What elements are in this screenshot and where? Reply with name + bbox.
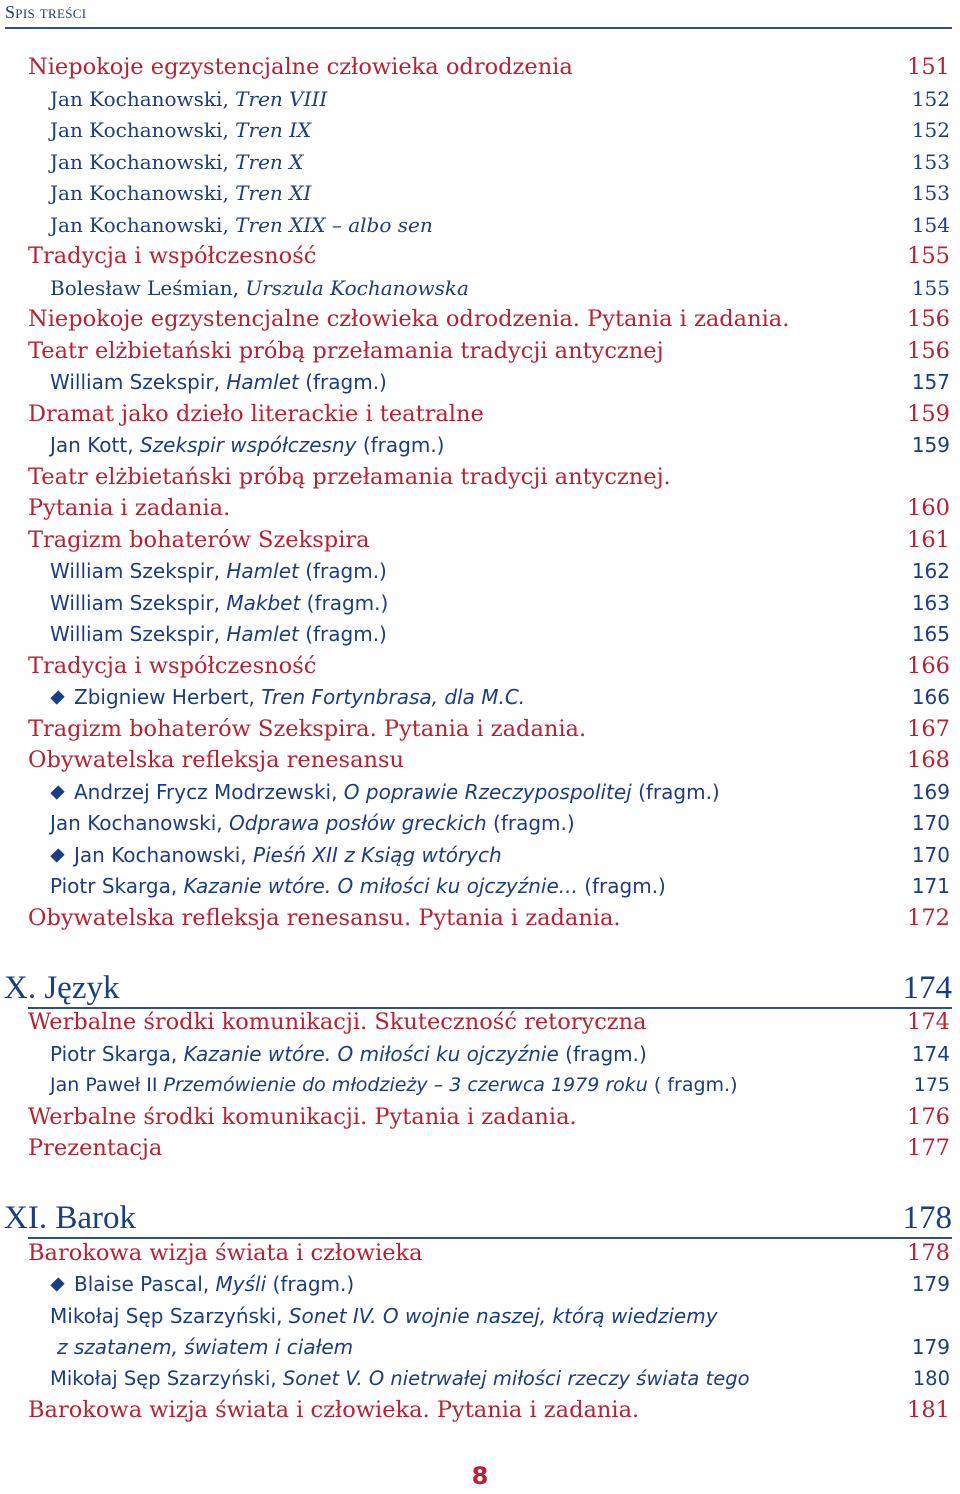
toc-entry[interactable] xyxy=(0,1363,960,1395)
header-title: Spis treści xyxy=(5,2,87,22)
entry-title: Jan Kochanowski, Tren VIII xyxy=(50,87,328,111)
entry-page: 175 xyxy=(913,1074,950,1096)
entry-title: Prezentacja xyxy=(28,1135,163,1161)
entry-title: Werbalne środki komunikacji. Skuteczność retoryczna xyxy=(28,1009,647,1035)
entry-page: 169 xyxy=(911,780,950,804)
entry-title: Obywatelska refleksja renesansu. Pytania i zadania. xyxy=(28,905,621,931)
entry-title: Blaise Pascal, Myśli (fragm.) xyxy=(50,1268,354,1300)
entry-title: Piotr Skarga, Kazanie wtóre. O miłości ku ojczyźnie... (fragm.) xyxy=(50,874,666,898)
entry-page: 161 xyxy=(907,527,950,553)
entry-title: Teatr elżbietański próbą przełamania tradycji antycznej xyxy=(28,338,664,364)
toc-entry[interactable] xyxy=(0,429,960,461)
toc-entry[interactable] xyxy=(0,1101,960,1133)
toc-entry[interactable] xyxy=(0,1132,960,1164)
entry-title: Bolesław Leśmian, Urszula Kochanowska xyxy=(50,276,469,300)
diamond-icon xyxy=(50,690,64,704)
entry-title: Niepokoje egzystencjalne człowieka odrodzenia xyxy=(28,54,573,80)
entry-title: Obywatelska refleksja renesansu xyxy=(28,747,405,773)
toc-entry[interactable] xyxy=(0,1237,960,1269)
toc-entry[interactable] xyxy=(0,587,960,619)
toc-entry[interactable] xyxy=(0,1300,960,1332)
entry-title: Tradycja i współczesność xyxy=(28,243,317,269)
entry-title: Tradycja i współczesność xyxy=(28,653,317,679)
entry-page: 153 xyxy=(911,150,950,174)
toc-entry[interactable] xyxy=(0,1069,960,1101)
entry-page: 152 xyxy=(911,118,950,142)
entry-page: 156 xyxy=(907,306,950,332)
toc-entry[interactable] xyxy=(0,713,960,745)
entry-page: 167 xyxy=(907,716,950,742)
diamond-icon xyxy=(50,848,64,862)
section-page: 178 xyxy=(902,1200,952,1236)
entry-page: 157 xyxy=(911,370,950,394)
section-heading[interactable] xyxy=(0,1198,960,1238)
entry-page: 162 xyxy=(911,559,950,583)
entry-page: 181 xyxy=(907,1397,950,1423)
toc-entry[interactable] xyxy=(0,366,960,398)
entry-title: William Szekspir, Hamlet (fragm.) xyxy=(50,370,387,394)
entry-title: Jan Kochanowski, Tren X xyxy=(50,150,304,174)
entry-title: Teatr elżbietański próbą przełamania tradycji antycznej. xyxy=(28,464,671,490)
entry-title: Piotr Skarga, Kazanie wtóre. O miłości ku ojczyźnie (fragm.) xyxy=(50,1042,647,1066)
toc-entry[interactable] xyxy=(0,146,960,178)
entry-title: Jan Kott, Szekspir współczesny (fragm.) xyxy=(50,433,445,457)
toc-entry[interactable] xyxy=(0,776,960,808)
entry-title: Andrzej Frycz Modrzewski, O poprawie Rzeczypospolitej (fragm.) xyxy=(50,776,720,808)
page-number: 8 xyxy=(471,1462,489,1490)
section-heading[interactable] xyxy=(0,968,960,1008)
toc-entry[interactable] xyxy=(0,492,960,524)
entry-page: 165 xyxy=(911,622,950,646)
toc-entry[interactable] xyxy=(0,51,960,83)
entry-title: Jan Kochanowski, Tren XIX – albo sen xyxy=(50,213,433,237)
entry-page: 171 xyxy=(911,874,950,898)
entry-page: 179 xyxy=(911,1272,950,1296)
toc-entry[interactable] xyxy=(0,807,960,839)
toc-entry[interactable] xyxy=(0,209,960,241)
toc-entry[interactable] xyxy=(0,1038,960,1070)
entry-page: 163 xyxy=(911,591,950,615)
entry-page: 154 xyxy=(911,213,950,237)
entry-title: Werbalne środki komunikacji. Pytania i zadania. xyxy=(28,1104,577,1130)
entry-page: 166 xyxy=(911,685,950,709)
entry-title: Barokowa wizja świata i człowieka xyxy=(28,1240,423,1266)
entry-page: 152 xyxy=(911,87,950,111)
entry-page: 153 xyxy=(911,181,950,205)
toc-entry[interactable] xyxy=(0,744,960,776)
toc-entry[interactable] xyxy=(0,398,960,430)
entry-page: 180 xyxy=(912,1367,950,1390)
entry-page: 170 xyxy=(911,843,950,867)
entry-page: 174 xyxy=(907,1009,950,1035)
toc-entry[interactable] xyxy=(0,461,960,493)
entry-page: 160 xyxy=(907,495,950,521)
toc-entry[interactable] xyxy=(0,870,960,902)
entry-title: Jan Kochanowski, Tren IX xyxy=(50,118,312,142)
toc-entry[interactable] xyxy=(0,272,960,304)
entry-page: 156 xyxy=(907,338,950,364)
toc-entry[interactable] xyxy=(0,335,960,367)
entry-page: 151 xyxy=(907,54,950,80)
header-rule xyxy=(5,27,952,29)
entry-page: 172 xyxy=(907,905,950,931)
entry-title: Jan Paweł II Przemówienie do młodzieży – 3 czerwca 1979 roku ( fragm.) xyxy=(50,1074,738,1096)
toc-entry[interactable] xyxy=(0,839,960,871)
entry-title: Mikołaj Sęp Szarzyński, Sonet IV. O wojnie naszej, którą wiedziemy xyxy=(50,1304,718,1328)
toc-entry[interactable] xyxy=(0,177,960,209)
toc-entry[interactable] xyxy=(0,114,960,146)
entry-page: 174 xyxy=(911,1042,950,1066)
entry-title: Pytania i zadania. xyxy=(28,495,231,521)
entry-page: 179 xyxy=(911,1335,950,1359)
entry-title: William Szekspir, Makbet (fragm.) xyxy=(50,591,389,615)
entry-page: 159 xyxy=(911,433,950,457)
toc-entry[interactable] xyxy=(0,524,960,556)
toc-entry[interactable] xyxy=(0,1394,960,1426)
entry-page: 168 xyxy=(907,747,950,773)
section-title: XI. Barok xyxy=(4,1200,136,1236)
entry-page: 177 xyxy=(907,1135,950,1161)
entry-title: Jan Kochanowski, Tren XI xyxy=(50,181,312,205)
toc-entry[interactable] xyxy=(0,1268,960,1300)
entry-title: Jan Kochanowski, Odprawa posłów greckich (fragm.) xyxy=(50,811,575,835)
entry-title: Tragizm bohaterów Szekspira. Pytania i zadania. xyxy=(28,716,587,742)
toc-entry[interactable] xyxy=(0,902,960,934)
toc-entry[interactable] xyxy=(0,681,960,713)
entry-title: Dramat jako dzieło literackie i teatralne xyxy=(28,401,484,427)
entry-page: 155 xyxy=(907,243,950,269)
entry-title: Tragizm bohaterów Szekspira xyxy=(28,527,370,553)
diamond-icon xyxy=(50,785,64,799)
entry-title: Mikołaj Sęp Szarzyński, Sonet V. O nietrwałej miłości rzeczy świata tego xyxy=(50,1367,750,1390)
diamond-icon xyxy=(50,1277,64,1291)
section-page: 174 xyxy=(902,970,952,1006)
entry-title: Barokowa wizja świata i człowieka. Pytania i zadania. xyxy=(28,1397,640,1423)
entry-page: 176 xyxy=(907,1104,950,1130)
toc-entry[interactable] xyxy=(0,303,960,335)
toc-entry[interactable] xyxy=(0,618,960,650)
entry-title: Zbigniew Herbert, Tren Fortynbrasa, dla M.C. xyxy=(50,681,525,713)
toc-entry[interactable] xyxy=(0,240,960,272)
toc-entry[interactable] xyxy=(0,1331,960,1363)
section-title: X. Język xyxy=(4,970,120,1006)
entry-page: 170 xyxy=(911,811,950,835)
entry-page: 166 xyxy=(907,653,950,679)
toc-entry[interactable] xyxy=(0,555,960,587)
entry-title: z szatanem, światem i ciałem xyxy=(57,1335,354,1359)
entry-title: William Szekspir, Hamlet (fragm.) xyxy=(50,559,387,583)
toc-entry[interactable] xyxy=(0,1006,960,1038)
toc-entry[interactable] xyxy=(0,650,960,682)
entry-page: 155 xyxy=(911,276,950,300)
page-header xyxy=(5,0,952,28)
entry-title: William Szekspir, Hamlet (fragm.) xyxy=(50,622,387,646)
entry-title: Niepokoje egzystencjalne człowieka odrodzenia. Pytania i zadania. xyxy=(28,306,790,332)
entry-title: Jan Kochanowski, Pieśń XII z Ksiąg wtórych xyxy=(50,839,502,871)
entry-page: 159 xyxy=(907,401,950,427)
toc-entry[interactable] xyxy=(0,83,960,115)
entry-page: 178 xyxy=(907,1240,950,1266)
